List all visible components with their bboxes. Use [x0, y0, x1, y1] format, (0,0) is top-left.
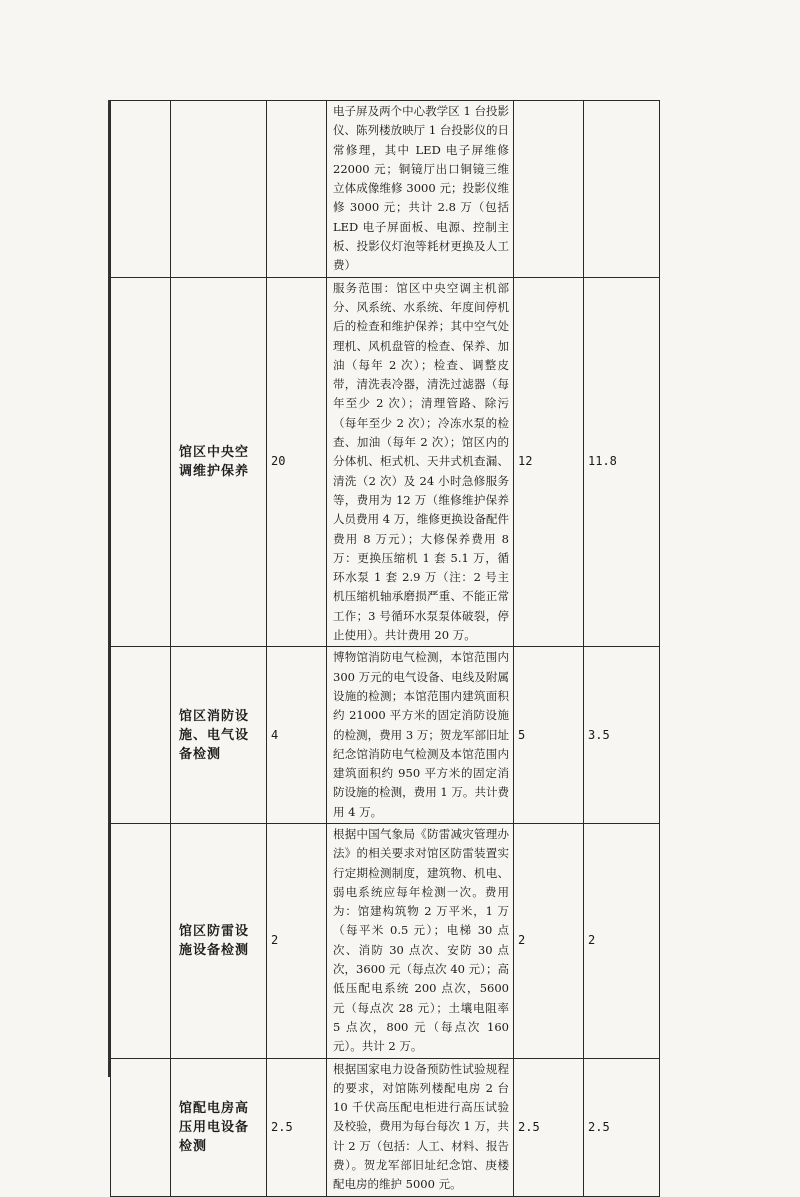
description-cell: 电子屏及两个中心教学区 1 台投影仪、陈列楼放映厅 1 台投影仪的日常修理，其中 LED 电子屏维修 22000 元；铜镜厅出口铜镜三维立体成像维修 3000 元；投影仪维修 3000 元；共计 2.8 万（包括 LED 电子屏面板、电源、控制主板、投影仪灯泡等耗材更换及人工费） [327, 101, 514, 278]
description-cell: 博物馆消防电气检测，本馆范围内 300 万元的电气设备、电线及附属设施的检测；本馆范围内建筑面积约 21000 平方米的固定消防设施的检测，费用 3 万；贺龙军部旧址纪念馆消防电气检测及本馆范围内建筑面积约 950 平方米的固定消防设施的检测，费用 1 万。共计费用 4 万。 [327, 647, 514, 824]
item-name-cell: 馆配电房高压用电设备检测 [171, 1058, 267, 1196]
budget-cell: 2.5 [267, 1058, 327, 1196]
blank-cell [111, 1058, 171, 1196]
budget-table [110, 100, 660, 1197]
amount-cell: 3.5 [584, 647, 660, 824]
amount-cell: 11.8 [584, 277, 660, 647]
amount-cell: 5 [514, 647, 584, 824]
description-cell: 根据中国气象局《防雷减灾管理办法》的相关要求对馆区防雷装置实行定期检测制度，建筑物、机电、弱电系统应每年检测一次。费用为：馆建构筑物 2 万平米，1 万（每平米 0.5 元）；电梯 30 点次、消防 30 点次、安防 30 点次，3600 元（每点次 40 元）；高低压配电系统 200 点次，5600 元（每点次 28 元）；土壤电阻率 5 点次，800 元（每点次 160 元）。共计 2 万。 [327, 823, 514, 1058]
table-row [111, 277, 660, 647]
blank-cell [111, 277, 171, 647]
amount-cell: 12 [514, 277, 584, 647]
amount-cell: 2 [514, 823, 584, 1058]
budget-cell: 4 [267, 647, 327, 824]
budget-cell: 20 [267, 277, 327, 647]
item-name-cell: 馆区消防设施、电气设备检测 [171, 647, 267, 824]
blank-cell [111, 823, 171, 1058]
table-row [111, 647, 660, 824]
item-name-cell: 馆区中央空调维护保养 [171, 277, 267, 647]
amount-cell: 2.5 [514, 1058, 584, 1196]
budget-cell [267, 101, 327, 278]
description-cell: 服务范围：馆区中央空调主机部分、风系统、水系统、年度间停机后的检查和维护保养；其中空气处理机、风机盘管的检查、保养、加油（每年 2 次）；检查、调整皮带，清洗表冷器，清洗过滤器（每年至少 2 次）；清理管路、除污（每年至少 2 次）；冷冻水泵的检查、加油（每年 2 次）；馆区内的分体机、柜式机、天井式机查漏、清洗（2 次）及 24 小时急修服务等，费用为 12 万（维修维护保养人员费用 4 万，维修更换设备配件费用 8 万元）；大修保养费用 8 万：更换压缩机 1 套 5.1 万，循环水泵 1 套 2.9 万（注：2 号主机压缩机轴承磨损严重、不能正常工作；3 号循环水泵泵体破裂，停止使用）。共计费用 20 万。 [327, 277, 514, 647]
item-name-cell: 馆区防雷设施设备检测 [171, 823, 267, 1058]
table-row [111, 1058, 660, 1196]
table-row [111, 823, 660, 1058]
budget-cell: 2 [267, 823, 327, 1058]
amount-cell: 2 [584, 823, 660, 1058]
blank-cell [111, 647, 171, 824]
blank-cell [111, 101, 171, 278]
amount-cell: 2.5 [584, 1058, 660, 1196]
amount-cell [584, 101, 660, 278]
table-row [111, 101, 660, 278]
amount-cell [514, 101, 584, 278]
description-cell: 根据国家电力设备预防性试验规程的要求，对馆陈列楼配电房 2 台 10 千伏高压配电柜进行高压试验及校验，费用为每台每次 1 万，共计 2 万（包括：人工、材料、报告费）。贺龙军部旧址纪念馆、庚楼配电房的维护 5000 元。 [327, 1058, 514, 1196]
item-name-cell [171, 101, 267, 278]
